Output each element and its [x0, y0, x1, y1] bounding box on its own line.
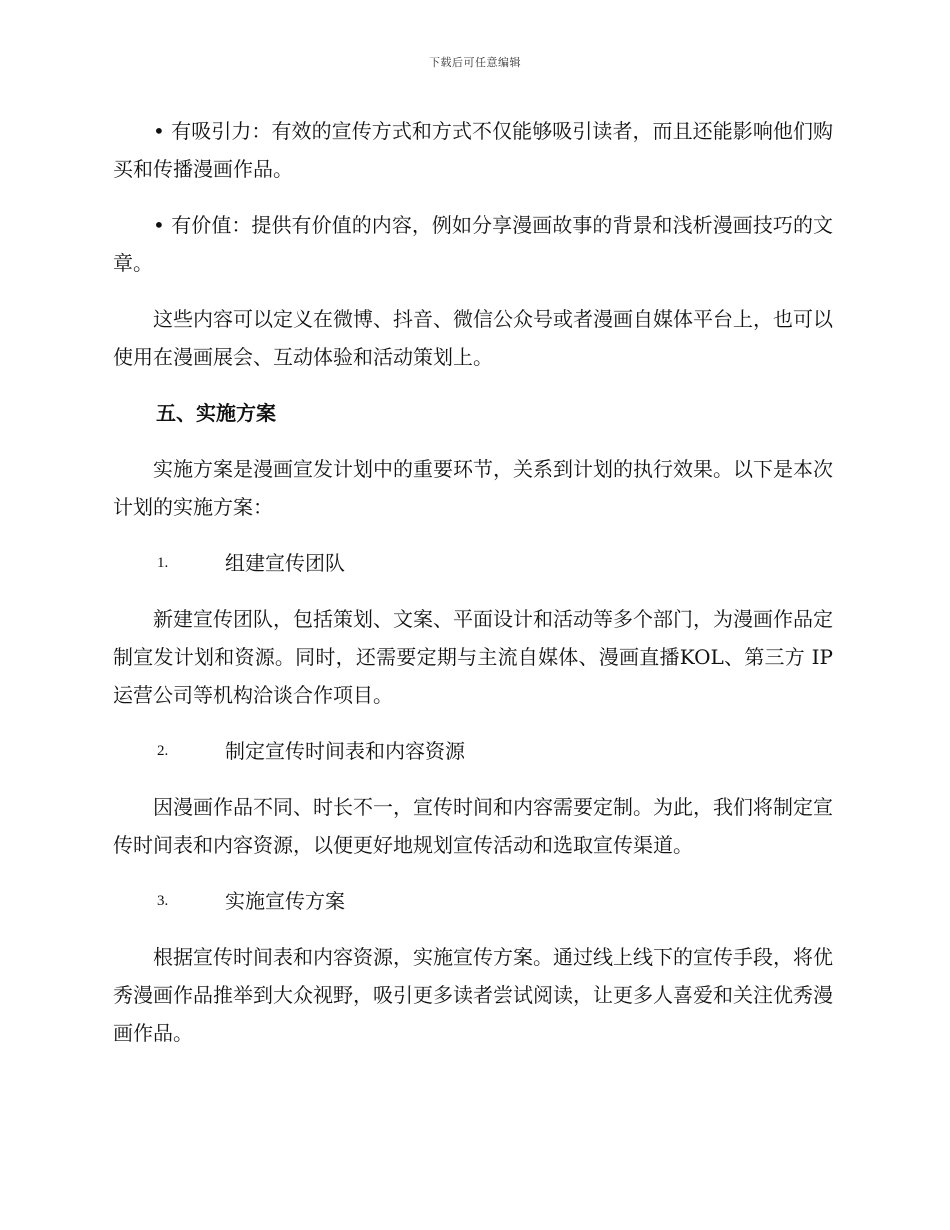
- list-number: 3.: [157, 893, 169, 909]
- paragraph-platforms: 这些内容可以定义在微博、抖音、微信公众号或者漫画自媒体平台上，也可以使用在漫画展会、互动体验和活动策划上。: [113, 307, 833, 369]
- list-item-label: 制定宣传时间表和内容资源: [225, 739, 465, 763]
- list-item-3: [113, 882, 833, 920]
- list-item-label: 组建宣传团队: [225, 551, 345, 575]
- list-number: 2.: [157, 743, 169, 759]
- paragraph-execution: 根据宣传时间表和内容资源，实施宣传方案。通过线上线下的宣传手段，将优秀漫画作品推举到大众视野，吸引更多读者尝试阅读，让更多人喜爱和关注优秀漫画作品。: [113, 945, 833, 1045]
- bullet-paragraph-attractive: • 有吸引力：有效的宣传方式和方式不仅能够吸引读者，而且还能影响他们购买和传播漫画作品。: [113, 119, 833, 181]
- list-number: 1.: [157, 555, 169, 571]
- list-item-2: [113, 732, 833, 770]
- list-item-1: [113, 544, 833, 582]
- bullet-paragraph-valuable: • 有价值：提供有价值的内容，例如分享漫画故事的背景和浅析漫画技巧的文章。: [113, 213, 833, 275]
- paragraph-team: 新建宣传团队，包括策划、文案、平面设计和活动等多个部门，为漫画作品定制宣发计划和资源。同时，还需要定期与主流自媒体、漫画直播KOL、第三方 IP 运营公司等机构洽谈合作项目。: [113, 607, 833, 707]
- paragraph-schedule: 因漫画作品不同、时长不一，宣传时间和内容需要定制。为此，我们将制定宣传时间表和内容资源，以便更好地规划宣传活动和选取宣传渠道。: [113, 795, 833, 857]
- list-item-label: 实施宣传方案: [225, 889, 345, 913]
- page-content: [113, 112, 833, 1070]
- paragraph-implementation-intro: 实施方案是漫画宣发计划中的重要环节，关系到计划的执行效果。以下是本次计划的实施方案：: [113, 457, 833, 519]
- section-heading-implementation: 五、实施方案: [156, 401, 276, 425]
- page-header: 下载后可任意编辑: [429, 56, 521, 69]
